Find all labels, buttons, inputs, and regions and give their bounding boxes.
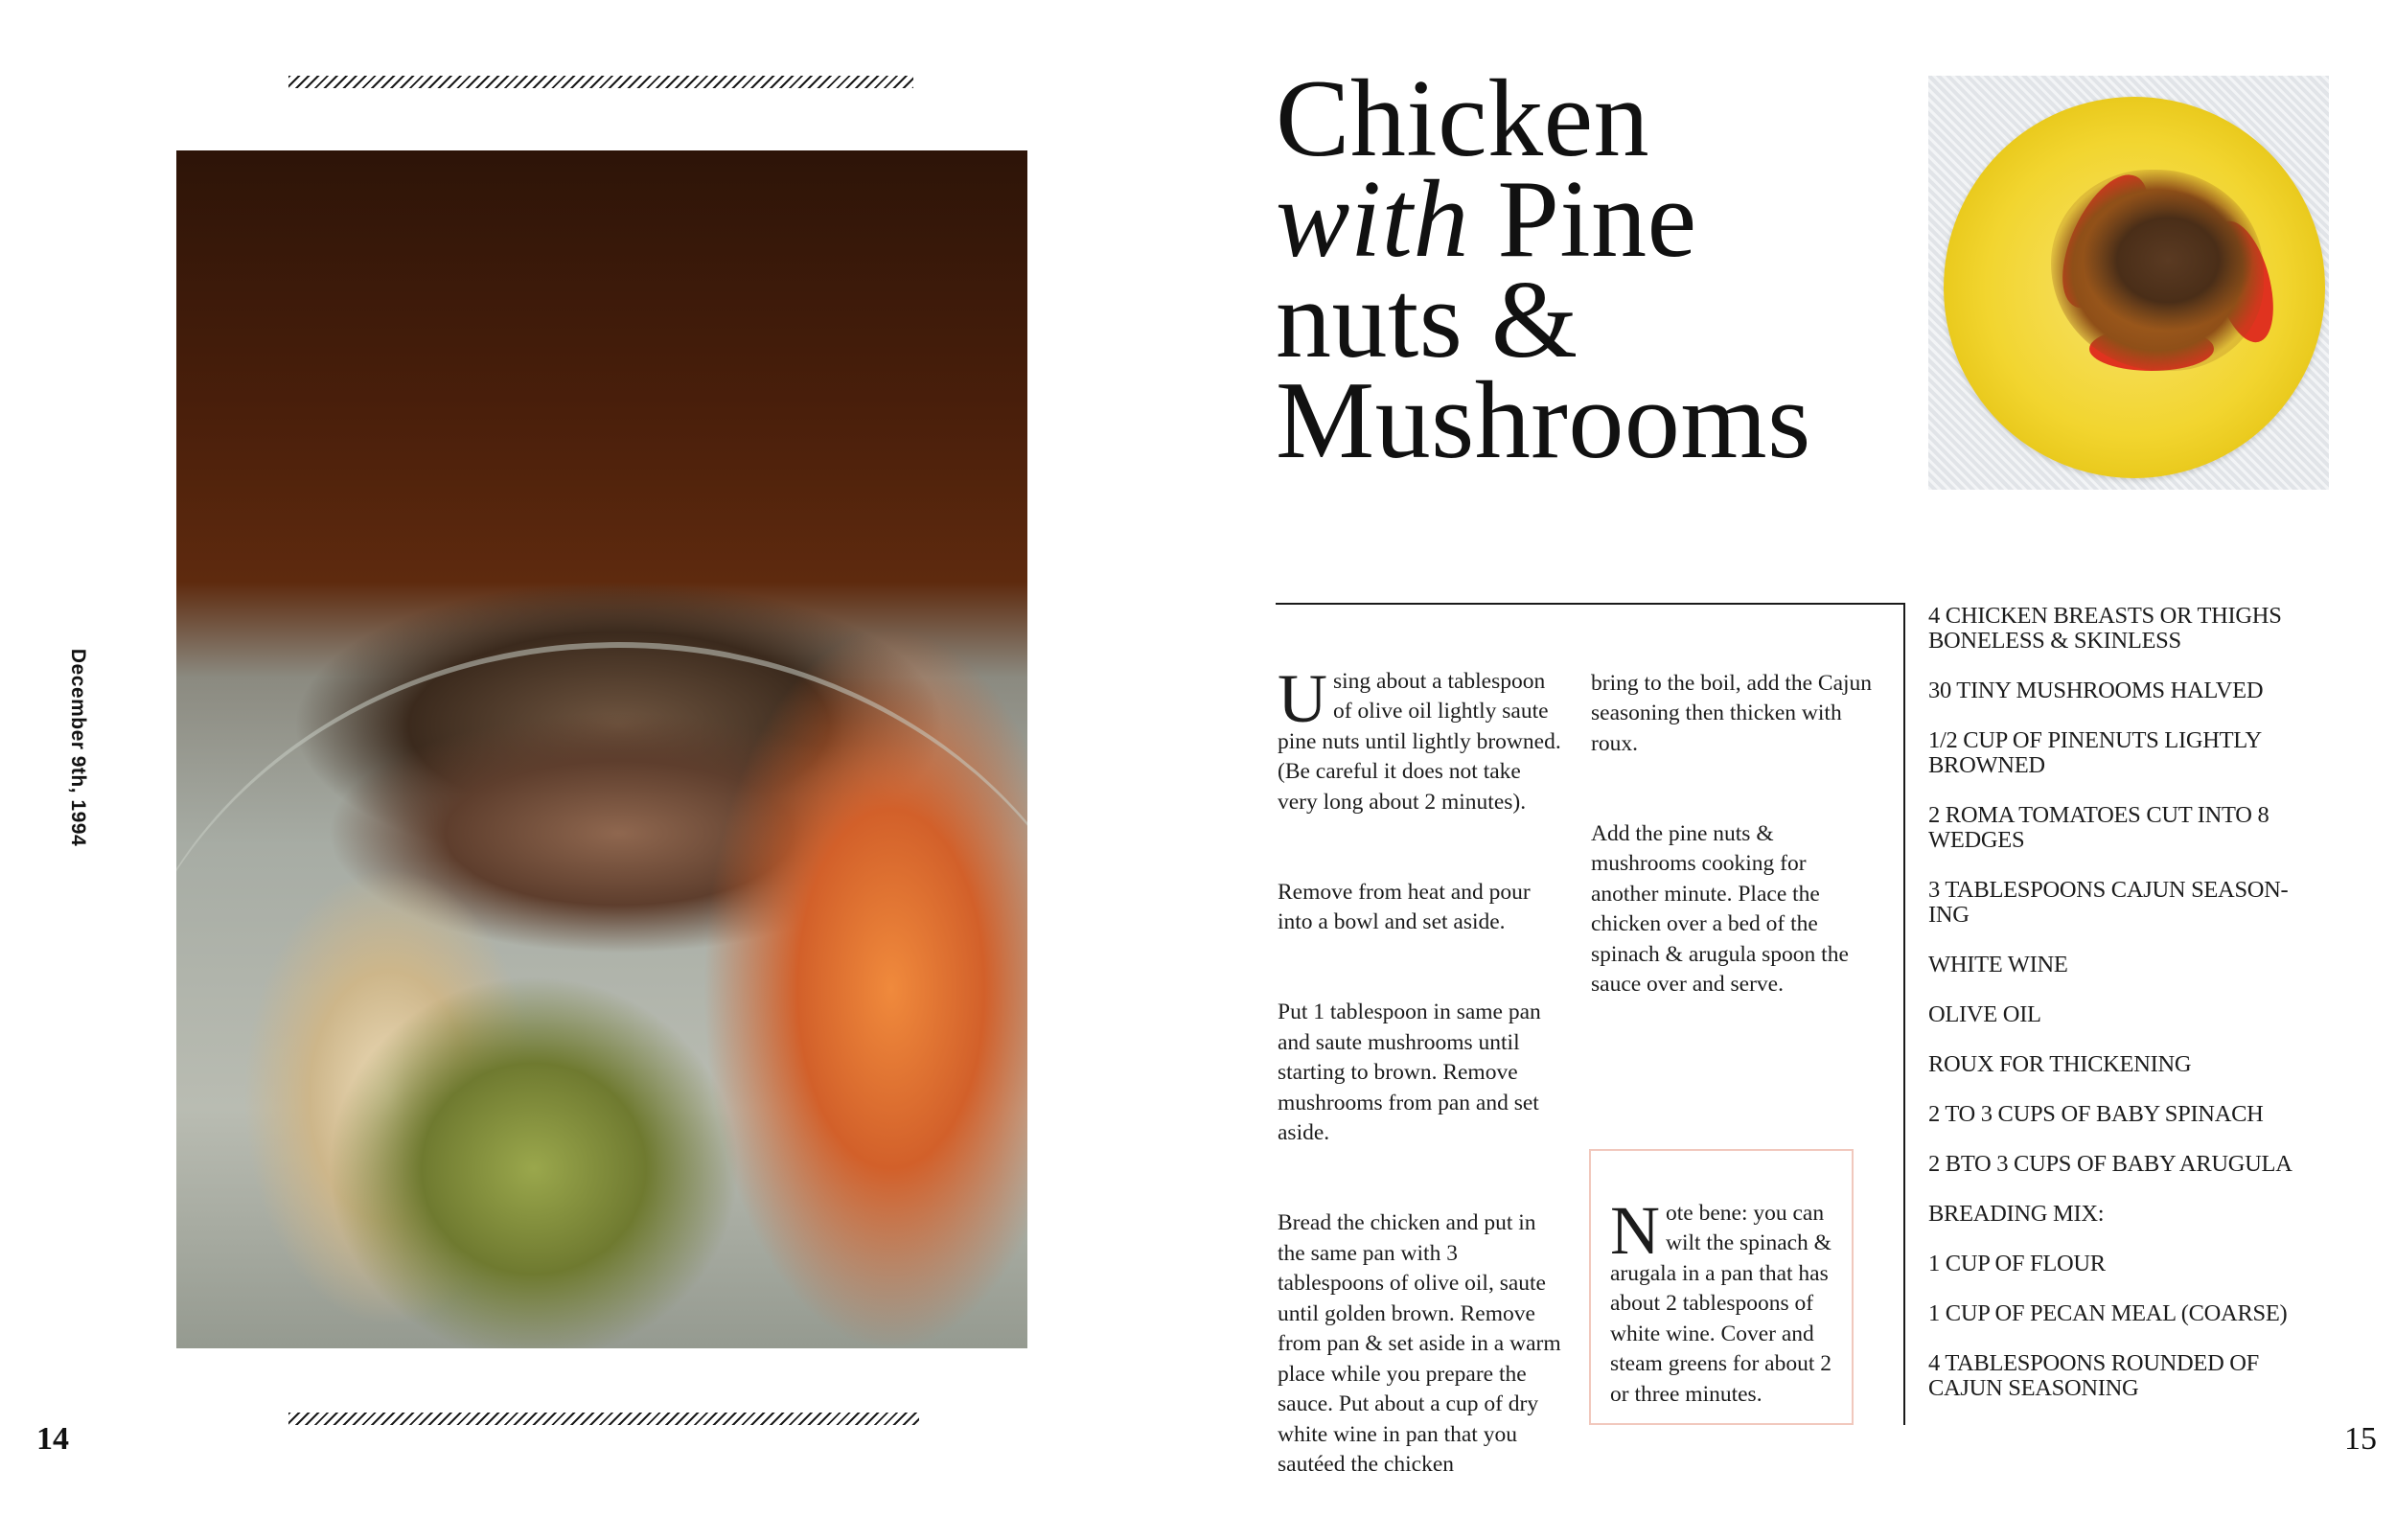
ingredient-item: 2 TO 3 CUPS OF BABY SPINACH — [1928, 1101, 2264, 1127]
title-with: with — [1276, 158, 1469, 281]
bottom-hatch-divider — [288, 1413, 919, 1425]
ingredient-item: 1 CUP OF PECAN MEAL (COARSE) — [1928, 1300, 2288, 1326]
method-paragraph-1: Using about a tablespoon of olive oil lightly saute pine nuts until lightly browned. (Be careful it does not take very long about 2 minutes). — [1278, 659, 1561, 815]
ingredient-item: 2 ROMA TOMATOES CUT INTO 8 WEDGES — [1928, 802, 2269, 853]
method-paragraph-5: bring to the boil, add the Cajun seasoning then thicken with roux. — [1591, 670, 1873, 756]
ingredient-item: ROUX FOR THICKENING — [1928, 1051, 2192, 1077]
recipe-title — [1276, 57, 1889, 482]
content-column-rule — [1903, 603, 1905, 1425]
title-line-3: nuts & — [1276, 259, 1578, 381]
page-number-left: 14 — [36, 1421, 69, 1457]
page-number-right: 15 — [2344, 1421, 2377, 1457]
title-line-1: Chicken — [1276, 57, 1650, 180]
title-line-2: Pine — [1468, 158, 1697, 281]
ingredient-item: 30 TINY MUSHROOMS HALVED — [1928, 678, 2264, 703]
method-column-2 — [1591, 638, 1878, 1060]
ingredient-item: BREADING MIX: — [1928, 1201, 2105, 1227]
ingredient-item: WHITE WINE — [1928, 952, 2068, 977]
issue-date: December 9th, 1994 — [67, 648, 89, 847]
ingredient-item: 1 CUP OF FLOUR — [1928, 1251, 2106, 1276]
method-paragraph-6: Add the pine nuts & mushrooms cooking for another minute. Place the chicken over a bed of the spinach & arugula spoon the sauce over and serve. — [1591, 820, 1849, 997]
note-drop-cap: N — [1610, 1191, 1660, 1269]
note-text: ote bene: you can wilt the spinach & arugala in a pan that has about 2 tablespoons of white wine. Cover and steam greens for about 2 or three minutes. — [1610, 1200, 1832, 1407]
note-bene-box — [1589, 1149, 1854, 1425]
ingredient-item: 1/2 CUP OF PINENUTS LIGHTLY BROWNED — [1928, 727, 2261, 778]
ingredients-list — [1928, 604, 2331, 1426]
method-column-1 — [1278, 636, 1565, 1540]
ingredient-item: 4 TABLESPOONS ROUNDED OF CAJUN SEASONING — [1928, 1350, 2259, 1401]
plated-dish-thumbnail — [1928, 76, 2329, 490]
content-top-rule — [1276, 603, 1904, 605]
main-food-photo — [176, 150, 1027, 1348]
method-paragraph-3: Put 1 tablespoon in same pan and saute mushrooms until starting to brown. Remove mushrooms from pan and set aside. — [1278, 1000, 1541, 1145]
top-hatch-divider — [288, 76, 913, 88]
ingredient-item: OLIVE OIL — [1928, 1001, 2041, 1027]
ingredient-item: 3 TABLESPOONS CAJUN SEASON- ING — [1928, 877, 2289, 928]
drop-cap: U — [1278, 659, 1327, 737]
title-line-4: Mushrooms — [1276, 359, 1811, 482]
plate-rim — [176, 642, 1027, 1349]
method-paragraph-4: Bread the chicken and put in the same pan with 3 tablespoons of olive oil, saute until golden brown. Remove from pan & set aside in a warm place while you prepare the sauce. Put about a cup of dry white wine in pan that you sautéed the chicken — [1278, 1210, 1561, 1477]
ingredient-item: 2 BTO 3 CUPS OF BABY ARUGULA — [1928, 1151, 2292, 1177]
method-paragraph-2: Remove from heat and pour into a bowl and set aside. — [1278, 879, 1531, 934]
ingredient-item: 4 CHICKEN BREASTS OR THIGHS BONELESS & SKINLESS — [1928, 603, 2282, 654]
